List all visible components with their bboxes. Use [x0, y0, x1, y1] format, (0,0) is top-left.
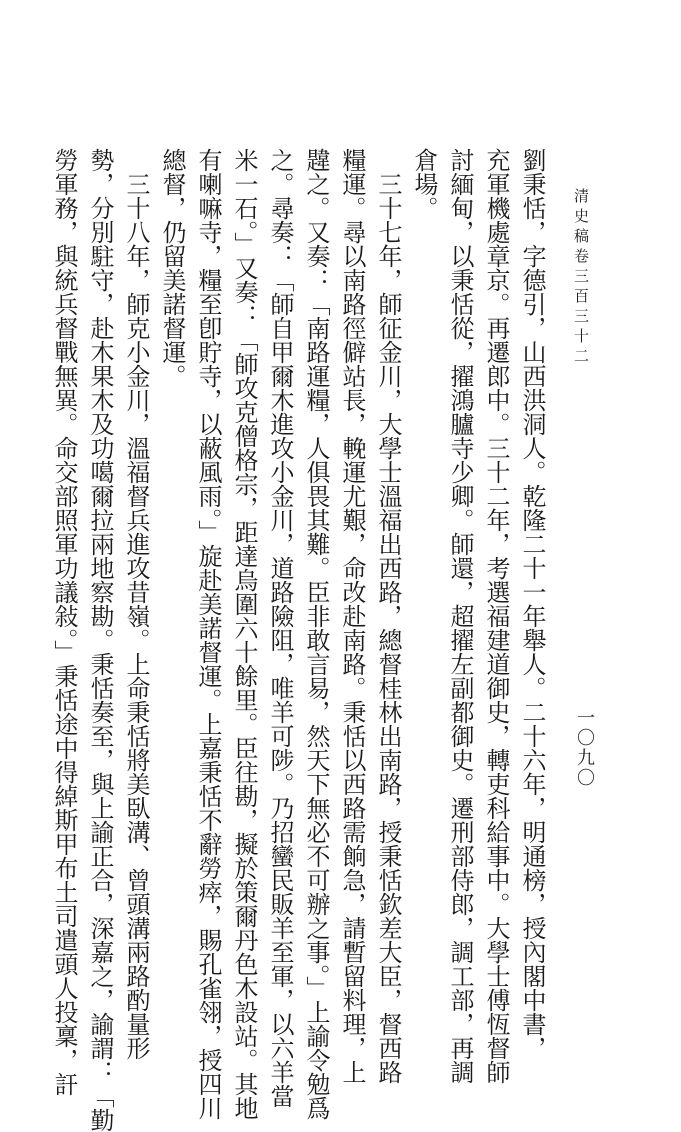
page-number: 一〇九〇	[574, 708, 595, 788]
text-column-12: 三十八年，師克小金川，溫福督兵進攻昔嶺。上命秉恬將美臥溝、曾頭溝兩路酌量形	[122, 148, 150, 1060]
text-column-5: 三十七年，師征金川，大學士溫福出西路，總督桂林出南路，授秉恬欽差大臣，督西路	[374, 148, 402, 1084]
text-column-3: 討緬甸，以秉恬從，擢鴻臚寺少卿。師還，超擢左副都御史。遷刑部侍郎，調工部，再調	[446, 148, 474, 1084]
text-column-11: 總督，仍留美諾督運。	[158, 148, 186, 388]
text-column-6: 糧運。尋以南路徑僻站長，輓運尤艱，命改赴南路。秉恬以西路需餉急，請暫留料理，上	[338, 148, 366, 1084]
text-column-4: 倉場。	[410, 148, 438, 220]
text-column-8: 之。尋奏：「師自甲爾木進攻小金川，道路險阻，唯羊可陟。乃招蠻民販羊至軍，以六羊當	[266, 148, 294, 1108]
text-column-1: 劉秉恬，字德引，山西洪洞人。乾隆二十一年舉人。二十六年，明通榜，授內閣中書，	[518, 148, 546, 1060]
text-column-14: 勞軍務，與統兵督戰無異。命交部照軍功議敍。」秉恬途中得綽斯甲布土司遣頭人投稟，訐	[50, 148, 78, 1096]
text-column-7: 韙之。又奏：「南路運糧，人俱畏其難。臣非敢言易，然天下無必不可辦之事。」上諭令勉爲	[302, 148, 330, 1120]
text-column-9: 米一石。」又奏：「師攻克僧格宗，距達烏圍六十餘里。臣往勘，擬於策爾丹色木設站。其地	[230, 148, 258, 1120]
text-column-2: 充軍機處章京。再遷郎中。三十二年，考選福建道御史，轉吏科給事中。大學士傅恆督師	[482, 148, 510, 1084]
text-column-10: 有喇嘛寺，糧至卽貯寺，以蔽風雨。」旋赴美諾督運。上嘉秉恬不辭勞瘁，賜孔雀翎，授四川	[194, 148, 222, 1120]
running-title: 清史稿卷三百三十二	[572, 188, 590, 368]
text-column-13: 勢，分別駐守，赴木果木及功噶爾拉兩地察勘。秉恬奏至，與上諭正合，深嘉之，諭謂：「勤	[86, 148, 114, 1132]
